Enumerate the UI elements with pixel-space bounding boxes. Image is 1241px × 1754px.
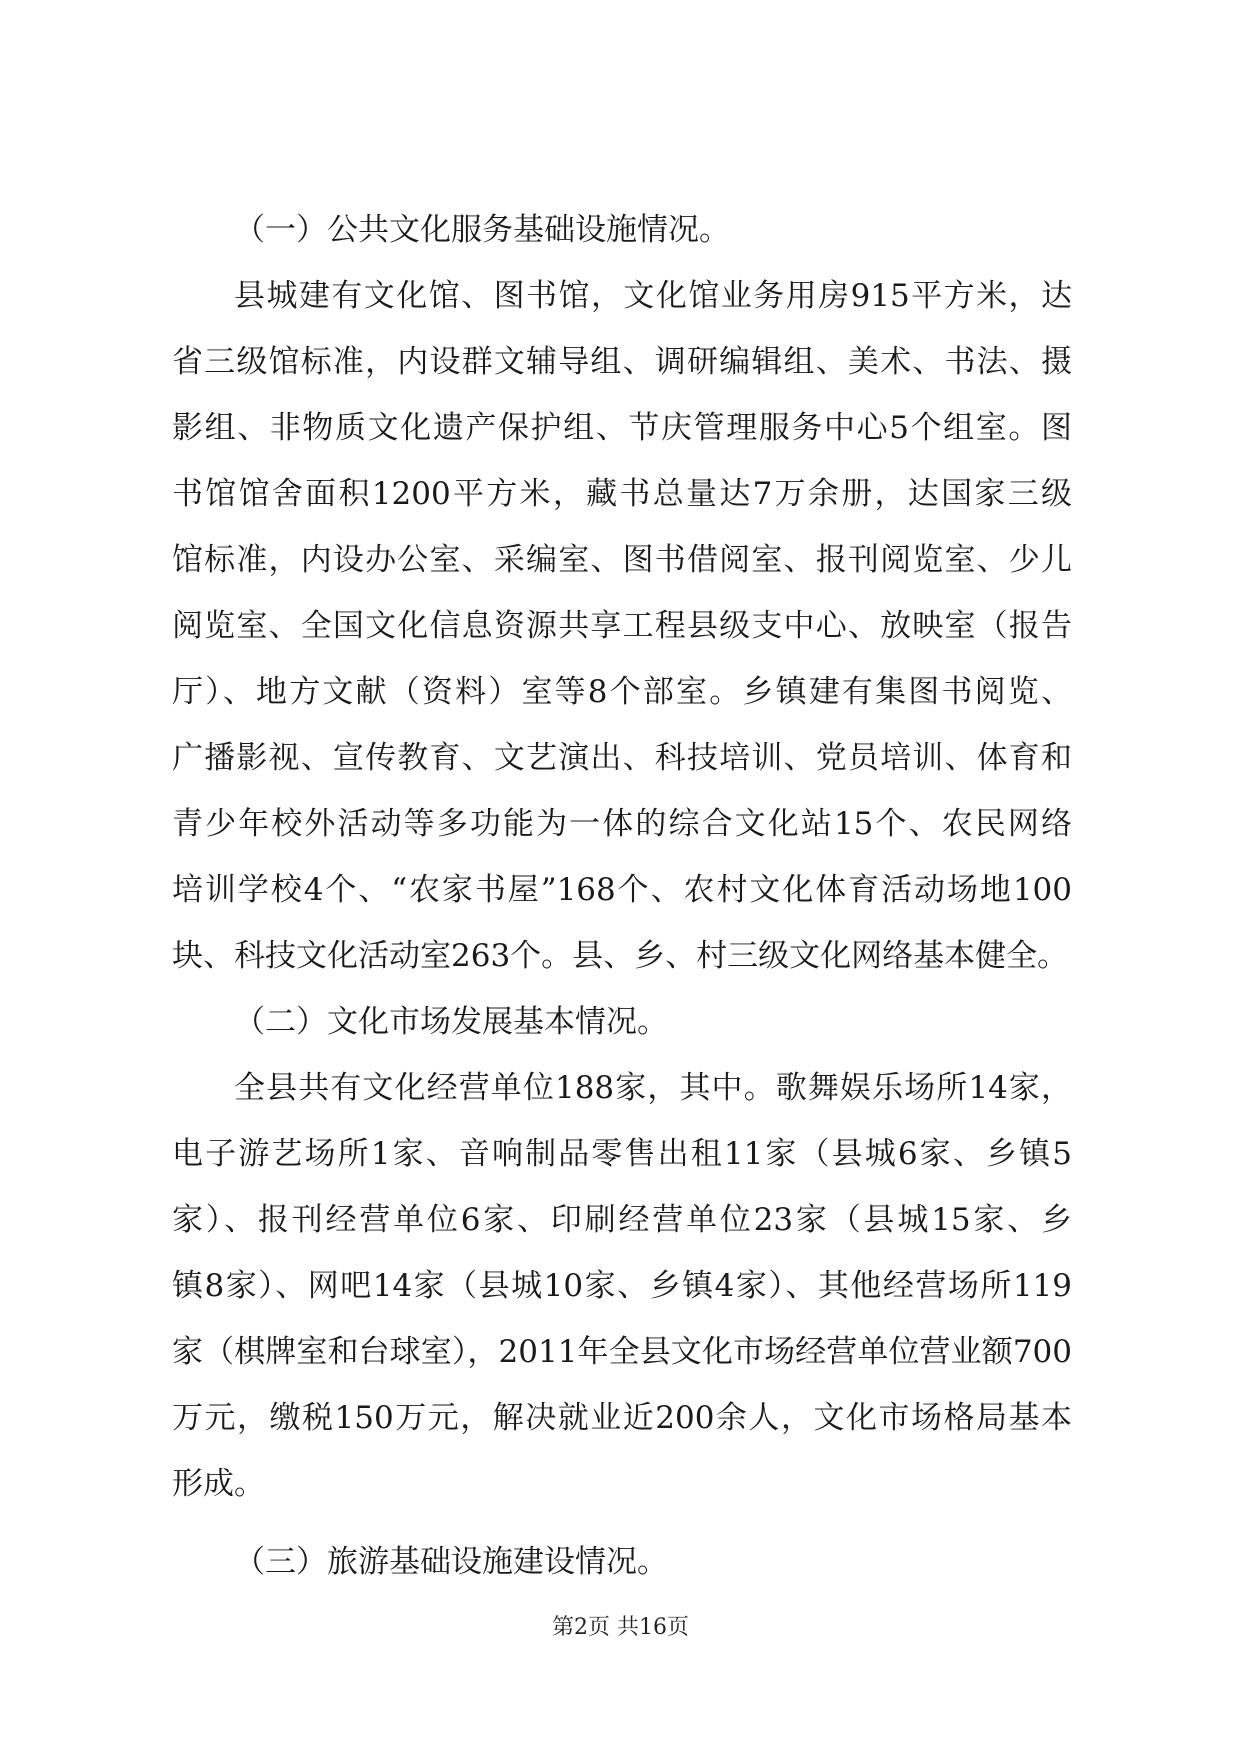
paragraph-line: 影组、非物质文化遗产保护组、节庆管理服务中心5个组室。图 [172, 410, 1072, 446]
paragraph-line: 万元，缴税150万元，解决就业近200余人，文化市场格局基本 [172, 1400, 1072, 1436]
paragraph-line: 省三级馆标准，内设群文辅导组、调研编辑组、美术、书法、摄 [172, 344, 1072, 380]
paragraph-line: 阅览室、全国文化信息资源共享工程县级支中心、放映室（报告 [172, 608, 1072, 644]
paragraph-line: 厅）、地方文献（资料）室等8个部室。乡镇建有集图书阅览、 [172, 674, 1072, 710]
paragraph-line: 书馆馆舍面积1200平方米，藏书总量达7万余册，达国家三级 [172, 476, 1072, 512]
paragraph-line: 广播影视、宣传教育、文艺演出、科技培训、党员培训、体育和 [172, 740, 1072, 776]
paragraph-line: 形成。 [172, 1466, 265, 1502]
paragraph-line: 县城建有文化馆、图书馆，文化馆业务用房915平方米，达 [234, 278, 1072, 314]
paragraph-line: 全县共有文化经营单位188家，其中。歌舞娱乐场所14家， [234, 1070, 1072, 1106]
document-body [172, 210, 1072, 1608]
paragraph-line: 培训学校4个、“农家书屋”168个、农村文化体育活动场地100 [172, 872, 1072, 908]
paragraph-line: 馆标准，内设办公室、采编室、图书借阅室、报刊阅览室、少儿 [172, 542, 1072, 578]
paragraph-line: 家（棋牌室和台球室），2011年全县文化市场经营单位营业额700 [172, 1334, 1072, 1370]
paragraph-line: 块、科技文化活动室263个。县、乡、村三级文化网络基本健全。 [172, 938, 1069, 974]
page-footer: 第2页 共16页 [552, 1615, 689, 1640]
paragraph-line: 电子游艺场所1家、音响制品零售出租11家（县城6家、乡镇5 [172, 1136, 1072, 1172]
section-gap [172, 1530, 1072, 1542]
section-heading: （三）旅游基础设施建设情况。 [234, 1544, 668, 1580]
section-heading: （二）文化市场发展基本情况。 [234, 1004, 668, 1040]
paragraph-line: 镇8家）、网吧14家（县城10家、乡镇4家）、其他经营场所119 [172, 1268, 1072, 1304]
section-heading: （一）公共文化服务基础设施情况。 [234, 212, 730, 248]
paragraph-line: 青少年校外活动等多功能为一体的综合文化站15个、农民网络 [172, 806, 1072, 842]
paragraph-line: 家）、报刊经营单位6家、印刷经营单位23家（县城15家、乡 [172, 1202, 1072, 1238]
